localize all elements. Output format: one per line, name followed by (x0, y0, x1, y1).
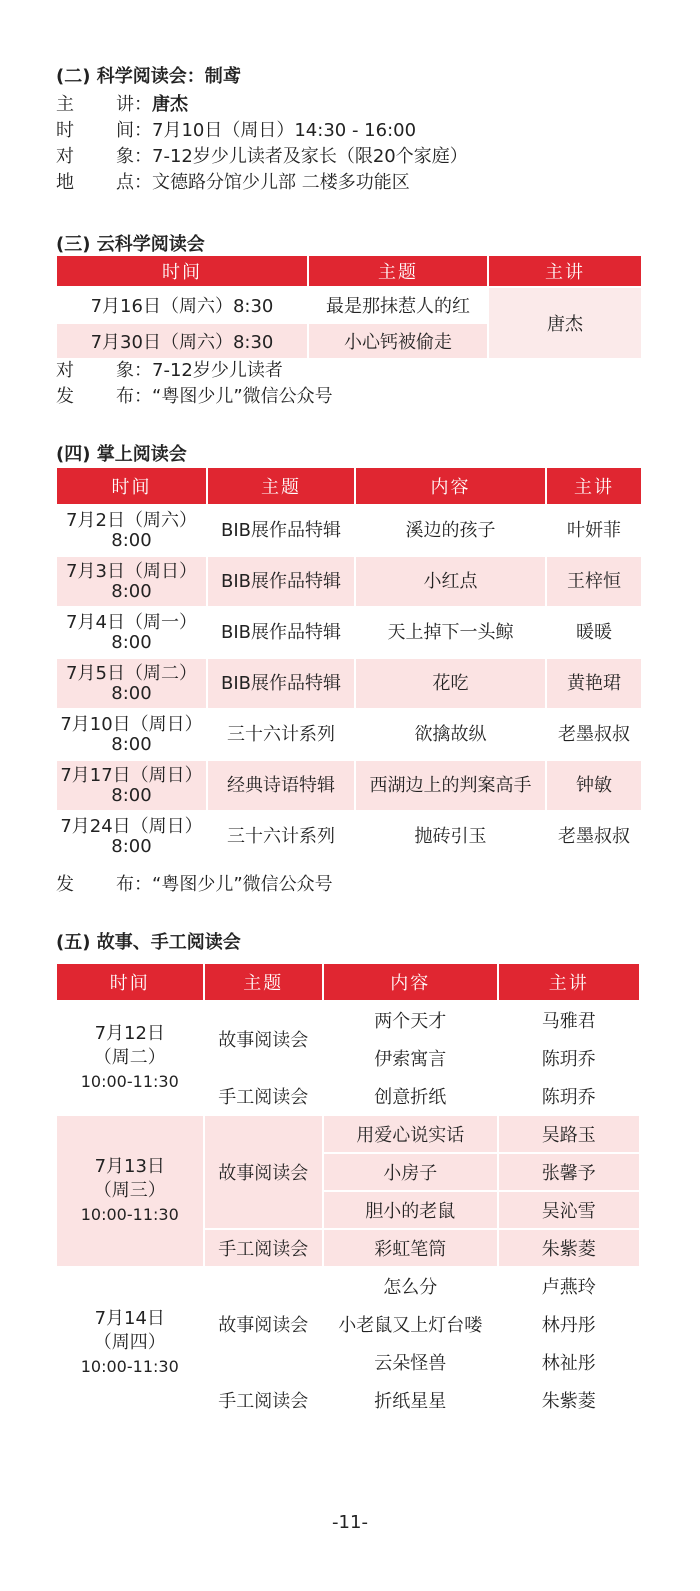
info-label-char: 对 (56, 360, 74, 381)
table-row (57, 557, 641, 606)
cell-speaker: 陈玥乔 (541, 1087, 596, 1108)
cell-clock: 8:00 (111, 580, 152, 602)
cell-date: 7月17日（周日） (60, 764, 203, 786)
cell-speaker: 暖暖 (576, 621, 612, 643)
cell-date: 7月12日 (94, 1023, 165, 1044)
header-time: 时间 (57, 468, 206, 504)
cell-content: 用爱心说实话 (356, 1125, 465, 1146)
cell-speaker: 吴路玉 (541, 1125, 596, 1146)
info-label-char: 主 (56, 94, 74, 115)
header-content: 内容 (356, 468, 545, 504)
cell-speaker: 黄艳珺 (567, 672, 621, 694)
science-reading-info (56, 92, 468, 196)
table-row (57, 761, 641, 810)
info-label-char: 间： (116, 120, 152, 141)
info-value-time: 7月10日（周日）14:30 - 16:00 (152, 120, 417, 141)
cell-topic: 最是那抹惹人的红 (309, 288, 487, 322)
cell-content: 折纸星星 (374, 1391, 447, 1412)
table-header-row (57, 468, 641, 504)
cell-time (57, 710, 206, 759)
cell-speaker: 马雅君 (541, 1011, 596, 1032)
info-value-location: 文德路分馆少儿部 二楼多功能区 (152, 172, 410, 193)
cell-speaker: 叶妍菲 (567, 519, 621, 541)
cell-topic: BIB展作品特辑 (220, 570, 341, 592)
info-label-char: 象： (116, 146, 152, 167)
cell-speaker: 唐杰 (489, 288, 641, 358)
cell-topic: 手工阅读会 (218, 1391, 309, 1412)
header-speaker: 主讲 (499, 964, 640, 1000)
cell-date: 7月13日 (94, 1156, 165, 1177)
cloud-science-info (56, 358, 333, 410)
table-row (57, 1116, 639, 1152)
info-label-char: 讲： (116, 94, 152, 115)
header-time: 时间 (57, 256, 307, 286)
cell-time (57, 812, 206, 861)
header-speaker: 主讲 (489, 256, 641, 286)
cell-topic: 故事阅读会 (218, 1315, 309, 1336)
cell-clock: 8:00 (111, 784, 152, 806)
cell-content: 创意折纸 (374, 1087, 447, 1108)
table-row (57, 1268, 639, 1304)
header-speaker: 主讲 (547, 468, 641, 504)
header-topic: 主题 (208, 468, 354, 504)
cell-clock: 8:00 (111, 835, 152, 857)
cell-topic: BIB展作品特辑 (220, 519, 341, 541)
cell-topic: 手工阅读会 (218, 1239, 309, 1260)
cell-date: 7月10日（周日） (60, 713, 203, 735)
cell-date: 7月4日（周一） (66, 611, 197, 633)
cell-speaker: 王梓恒 (567, 570, 621, 592)
cell-clock: 8:00 (111, 733, 152, 755)
table-row (57, 608, 641, 657)
cell-time (57, 659, 206, 708)
story-craft-table (55, 962, 641, 1420)
cell-content: 小红点 (423, 570, 478, 592)
table-header-row (57, 964, 639, 1000)
cell-time: 7月16日（周六）8:30 (57, 288, 307, 322)
table-row (57, 506, 641, 555)
table-row (57, 1002, 639, 1038)
cell-content: 抛砖引玉 (414, 825, 487, 847)
cell-content: 伊索寓言 (374, 1049, 447, 1070)
cell-content: 两个天才 (374, 1011, 447, 1032)
cell-time (57, 1268, 203, 1418)
cell-speaker: 林祉彤 (541, 1353, 596, 1374)
cell-date: 7月3日（周日） (66, 560, 197, 582)
cell-content: 天上掉下一头鲸 (387, 621, 514, 643)
info-value-audience: 7-12岁少儿读者及家长（限20个家庭） (152, 146, 468, 167)
cell-content: 花吃 (432, 672, 469, 694)
section-title-story-craft: (五) 故事、手工阅读会 (56, 932, 241, 953)
page-number: -11- (332, 1512, 368, 1533)
info-row-audience (56, 358, 333, 384)
info-label-char: 布： (116, 874, 152, 895)
handheld-reading-table (55, 466, 643, 863)
handheld-reading-info (56, 872, 333, 898)
table-row (57, 659, 641, 708)
cell-clock: 8:00 (111, 529, 152, 551)
cell-time (57, 761, 206, 810)
header-topic: 主题 (309, 256, 487, 286)
info-label-char: 时 (56, 120, 74, 141)
cell-time (57, 557, 206, 606)
info-value-publish: “粤图少儿”微信公众号 (152, 874, 333, 895)
cell-topic: BIB展作品特辑 (220, 672, 341, 694)
cell-content: 云朵怪兽 (374, 1353, 447, 1374)
cell-time (57, 1002, 203, 1114)
cell-speaker: 老墨叔叔 (558, 825, 630, 847)
cell-content: 彩虹笔筒 (374, 1239, 447, 1260)
cell-speaker: 朱紫菱 (541, 1239, 596, 1260)
cell-topic: 故事阅读会 (218, 1163, 309, 1184)
cell-speaker: 林丹彤 (541, 1315, 596, 1336)
cell-date: 7月5日（周二） (66, 662, 197, 684)
header-content: 内容 (324, 964, 497, 1000)
cell-topic: 小心钙被偷走 (309, 324, 487, 358)
info-label-char: 点： (116, 172, 152, 193)
info-value-audience: 7-12岁少儿读者 (152, 360, 283, 381)
info-value-publish: “粤图少儿”微信公众号 (152, 386, 333, 407)
cell-clock: 10:00-11:30 (80, 1357, 179, 1376)
cell-time (57, 1116, 203, 1266)
section-title-handheld-reading: (四) 掌上阅读会 (56, 444, 187, 465)
info-row-location (56, 170, 468, 196)
cell-speaker: 卢燕玲 (541, 1277, 596, 1298)
cell-speaker: 老墨叔叔 (558, 723, 630, 745)
section-title-science-reading: (二) 科学阅读会：制鸢 (56, 66, 241, 87)
cell-topic: 故事阅读会 (218, 1030, 309, 1051)
info-row-publish (56, 384, 333, 410)
info-row-publish (56, 872, 333, 898)
info-label-char: 发 (56, 874, 74, 895)
cell-content: 小房子 (383, 1163, 438, 1184)
cell-content: 欲擒故纵 (414, 723, 487, 745)
info-row-audience (56, 144, 468, 170)
info-label-char: 发 (56, 386, 74, 407)
cell-date: 7月2日（周六） (66, 509, 197, 531)
cell-content: 小老鼠又上灯台喽 (338, 1315, 483, 1336)
info-value-speaker: 唐杰 (152, 94, 188, 115)
cell-weekday: （周四） (93, 1332, 166, 1353)
cell-topic: 手工阅读会 (218, 1087, 309, 1108)
header-topic: 主题 (205, 964, 322, 1000)
cell-clock: 8:00 (111, 682, 152, 704)
section-title-cloud-science: (三) 云科学阅读会 (56, 234, 205, 255)
cell-topic: 三十六计系列 (227, 723, 335, 745)
cell-date: 7月24日（周日） (60, 815, 203, 837)
table-row (57, 812, 641, 861)
cell-time (57, 608, 206, 657)
cell-content: 胆小的老鼠 (365, 1201, 456, 1222)
info-row-speaker (56, 92, 468, 118)
info-label-char: 对 (56, 146, 74, 167)
cell-clock: 10:00-11:30 (80, 1205, 179, 1224)
cell-clock: 10:00-11:30 (80, 1072, 179, 1091)
cell-content: 溪边的孩子 (405, 519, 496, 541)
cell-clock: 8:00 (111, 631, 152, 653)
cell-topic: 三十六计系列 (227, 825, 335, 847)
cell-speaker: 朱紫菱 (541, 1391, 596, 1412)
cell-content: 怎么分 (383, 1277, 438, 1298)
cell-speaker: 吴沁雪 (541, 1201, 596, 1222)
cell-content: 西湖边上的判案高手 (369, 774, 532, 796)
cell-speaker: 陈玥乔 (541, 1049, 596, 1070)
cell-topic: BIB展作品特辑 (220, 621, 341, 643)
info-label-char: 象： (116, 360, 152, 381)
cell-weekday: （周三） (93, 1180, 166, 1201)
table-header-row (57, 256, 641, 286)
cell-time (57, 506, 206, 555)
cloud-science-table (55, 254, 643, 360)
info-label-char: 地 (56, 172, 74, 193)
cell-topic: 经典诗语特辑 (227, 774, 335, 796)
info-label-char: 布： (116, 386, 152, 407)
info-row-time (56, 118, 468, 144)
header-time: 时间 (57, 964, 203, 1000)
cell-speaker: 钟敏 (576, 774, 612, 796)
cell-speaker: 张馨予 (541, 1163, 596, 1184)
cell-weekday: （周二） (93, 1047, 166, 1068)
cell-date: 7月14日 (94, 1308, 165, 1329)
table-row (57, 288, 641, 322)
cell-time: 7月30日（周六）8:30 (57, 324, 307, 358)
table-row (57, 710, 641, 759)
